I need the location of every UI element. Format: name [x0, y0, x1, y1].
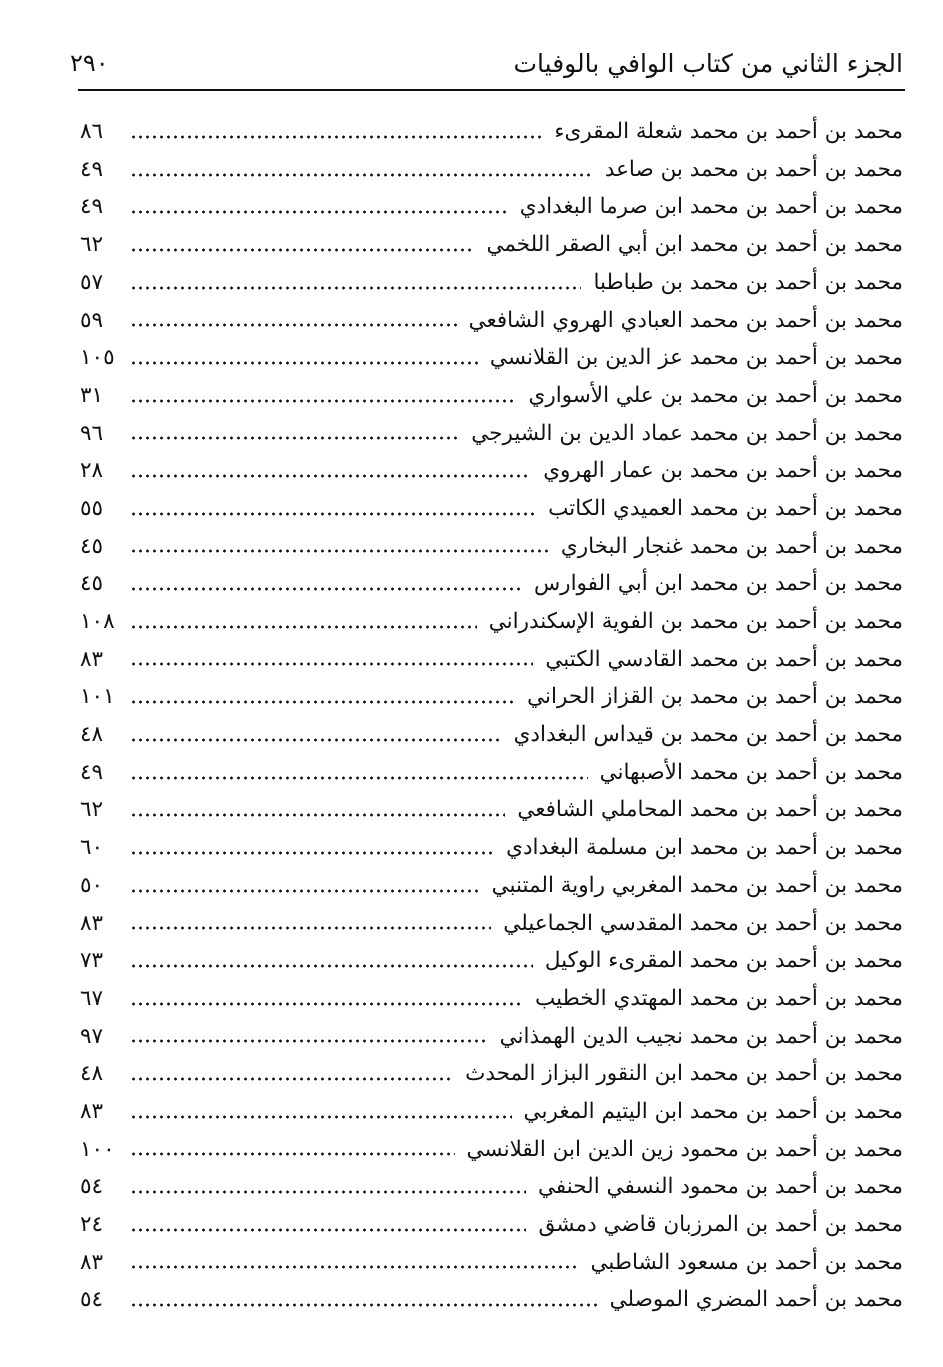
entry-page-number: ١٠١ [80, 684, 115, 710]
entry-page-number: ٢٤ [80, 1212, 104, 1238]
dotted-leader [130, 587, 522, 591]
dotted-leader [130, 1303, 598, 1307]
dotted-leader [130, 286, 581, 290]
entry-page-number: ٨٣ [80, 910, 104, 936]
entry-page-number: ١٠٥ [80, 345, 115, 371]
entry-name: محمد بن أحمد بن مسعود الشاطبي [590, 1249, 903, 1275]
header-rule [78, 89, 905, 91]
entry-page-number: ٢٨ [80, 458, 104, 484]
index-entry [80, 1168, 903, 1206]
entry-name: محمد بن أحمد بن محمد غنجار البخاري [560, 533, 903, 559]
index-entry [80, 716, 903, 754]
entry-page-number: ٨٣ [80, 1098, 104, 1124]
dotted-leader [130, 700, 515, 704]
entry-name: محمد بن أحمد بن محمد ابن صرما البغدادي [519, 194, 903, 220]
dotted-leader [130, 1265, 579, 1269]
index-entry [80, 904, 903, 942]
page-header [70, 38, 903, 88]
dotted-leader [130, 399, 517, 403]
entry-name: محمد بن أحمد بن محمد العميدي الكاتب [548, 495, 903, 521]
entry-page-number: ٨٣ [80, 646, 104, 672]
entry-name: محمد بن أحمد بن محمد بن صاعد [604, 156, 903, 182]
dotted-leader [130, 738, 502, 742]
entry-name: محمد بن أحمد بن محمد نجيب الدين الهمذاني [499, 1023, 903, 1049]
index-entry [80, 603, 903, 641]
entry-page-number: ٥٥ [80, 495, 104, 521]
index-entry [80, 641, 903, 679]
index-entry [80, 1131, 903, 1169]
entry-name: محمد بن أحمد بن محمد المقدسي الجماعيلي [503, 910, 903, 936]
entry-name: محمد بن أحمد بن محمد بن عمار الهروي [543, 458, 903, 484]
entry-page-number: ٧٣ [80, 948, 104, 974]
dotted-leader [130, 173, 593, 177]
entry-name: محمد بن أحمد بن محمد المقرىء الوكيل [544, 948, 903, 974]
entry-name: محمد بن أحمد بن محمد العبادي الهروي الشافعي [468, 307, 903, 333]
entry-name: محمد بن أحمد المضري الموصلي [609, 1287, 903, 1313]
page-number: ٢٩٠ [70, 49, 109, 77]
entry-name: محمد بن أحمد بن محمد بن القزاز الحراني [527, 684, 903, 710]
dotted-leader [130, 1115, 512, 1119]
dotted-leader [130, 135, 542, 139]
dotted-leader [130, 964, 533, 968]
index-entry [80, 1206, 903, 1244]
entry-name: محمد بن أحمد بن محمود زين الدين ابن القلانسي [466, 1136, 903, 1162]
dotted-leader [130, 361, 478, 365]
index-entry [80, 1018, 903, 1056]
entry-name: محمد بن أحمد بن محمد المهتدي الخطيب [534, 985, 903, 1011]
index-entry [80, 377, 903, 415]
index-entry [80, 829, 903, 867]
entry-page-number: ٩٧ [80, 1023, 104, 1049]
index-entries [80, 113, 903, 1319]
entry-page-number: ٤٩ [80, 156, 104, 182]
entry-name: محمد بن أحمد بن محمود النسفي الحنفي [538, 1174, 903, 1200]
entry-name: محمد بن أحمد بن محمد المحاملي الشافعي [517, 797, 903, 823]
index-entry [80, 1055, 903, 1093]
dotted-leader [130, 889, 480, 893]
index-entry [80, 151, 903, 189]
entry-page-number: ٦٢ [80, 797, 104, 823]
entry-name: محمد بن أحمد بن محمد بن قيداس البغدادي [513, 722, 903, 748]
entry-page-number: ٨٦ [80, 119, 104, 145]
entry-name: محمد بن أحمد بن محمد بن الفوية الإسكندراني [488, 609, 903, 635]
dotted-leader [130, 1039, 488, 1043]
dotted-leader [130, 512, 536, 516]
index-entry [80, 1093, 903, 1131]
running-title: الجزء الثاني من كتاب الوافي بالوفيات [513, 48, 903, 78]
entry-name: محمد بن أحمد بن محمد ابن اليتيم المغربي [523, 1098, 903, 1124]
entry-name: محمد بن أحمد بن محمد شعلة المقرىء [554, 119, 903, 145]
index-entry [80, 678, 903, 716]
entry-page-number: ٦٢ [80, 232, 104, 258]
entry-page-number: ٤٨ [80, 1061, 104, 1087]
index-entry [80, 528, 903, 566]
entry-page-number: ٩٦ [80, 420, 104, 446]
entry-name: محمد بن أحمد بن محمد عز الدين بن القلانسي [489, 345, 903, 371]
dotted-leader [130, 813, 505, 817]
entry-name: محمد بن أحمد بن محمد بن علي الأسواري [528, 382, 903, 408]
dotted-leader [130, 776, 588, 780]
dotted-leader [130, 1077, 453, 1081]
index-entry [80, 264, 903, 302]
index-entry [80, 226, 903, 264]
entry-page-number: ١٠٠ [80, 1136, 115, 1162]
dotted-leader [130, 1002, 523, 1006]
entry-name: محمد بن أحمد بن محمد ابن مسلمة البغدادي [506, 835, 903, 861]
index-entry [80, 791, 903, 829]
entry-page-number: ٨٣ [80, 1249, 104, 1275]
entry-name: محمد بن أحمد بن محمد عماد الدين بن الشيرجي [471, 420, 903, 446]
index-entry [80, 452, 903, 490]
dotted-leader [130, 323, 457, 327]
dotted-leader [130, 1152, 455, 1156]
dotted-leader [130, 662, 533, 666]
entry-page-number: ٦٠ [80, 835, 104, 861]
index-entry [80, 339, 903, 377]
index-entry [80, 301, 903, 339]
dotted-leader [130, 851, 494, 855]
entry-name: محمد بن أحمد بن محمد المغربي راوية المتنبي [491, 872, 903, 898]
entry-page-number: ٥٤ [80, 1287, 104, 1313]
entry-name: محمد بن أحمد بن محمد القادسي الكتبي [545, 646, 903, 672]
index-entry [80, 980, 903, 1018]
index-entry [80, 490, 903, 528]
index-entry [80, 415, 903, 453]
entry-page-number: ٤٥ [80, 571, 104, 597]
dotted-leader [130, 474, 531, 478]
index-entry [80, 113, 903, 151]
index-entry [80, 1244, 903, 1282]
entry-name: محمد بن أحمد بن المرزبان قاضي دمشق [538, 1212, 903, 1238]
dotted-leader [130, 926, 491, 930]
dotted-leader [130, 625, 477, 629]
entry-name: محمد بن أحمد بن محمد ابن أبي الصقر اللخمي [486, 232, 903, 258]
entry-page-number: ١٠٨ [80, 609, 115, 635]
entry-page-number: ٤٥ [80, 533, 104, 559]
index-entry [80, 565, 903, 603]
entry-page-number: ٥٧ [80, 269, 104, 295]
index-entry [80, 867, 903, 905]
dotted-leader [130, 248, 474, 252]
entry-page-number: ٤٩ [80, 759, 104, 785]
index-entry [80, 942, 903, 980]
index-entry [80, 1281, 903, 1319]
dotted-leader [130, 1190, 526, 1194]
entry-page-number: ٥٤ [80, 1174, 104, 1200]
entry-page-number: ٥٩ [80, 307, 104, 333]
dotted-leader [130, 549, 549, 553]
entry-page-number: ٤٩ [80, 194, 104, 220]
index-entry [80, 754, 903, 792]
dotted-leader [130, 436, 459, 440]
entry-name: محمد بن أحمد بن محمد بن طباطبا [593, 269, 903, 295]
entry-page-number: ٥٠ [80, 872, 104, 898]
dotted-leader [130, 210, 508, 214]
entry-page-number: ٤٨ [80, 722, 104, 748]
entry-page-number: ٣١ [80, 382, 104, 408]
index-entry [80, 188, 903, 226]
dotted-leader [130, 1228, 526, 1232]
entry-name: محمد بن أحمد بن محمد ابن النقور البزاز المحدث [465, 1061, 903, 1087]
entry-name: محمد بن أحمد بن محمد الأصبهاني [599, 759, 903, 785]
entry-name: محمد بن أحمد بن محمد ابن أبي الفوارس [533, 571, 903, 597]
entry-page-number: ٦٧ [80, 985, 104, 1011]
